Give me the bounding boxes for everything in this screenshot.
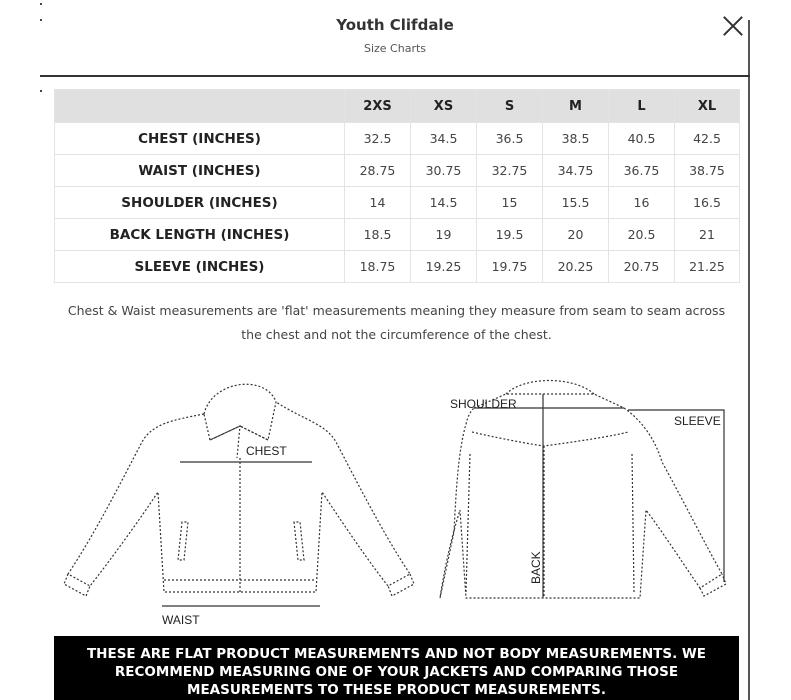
table-row [55,187,740,219]
note-line: Chest & Waist measurements are 'flat' measurements meaning they measure from seam to seam across [67,303,726,318]
column-header: L [609,90,675,123]
table-cell: 20.25 [543,251,609,283]
table-cell: 16 [609,187,675,219]
modal-header [40,0,750,76]
column-header: XL [675,90,740,123]
table-cell: 20 [543,219,609,251]
table-cell: 18.75 [345,251,411,283]
table-cell: 19.25 [411,251,477,283]
header-divider [40,75,750,77]
table-cell: 19.5 [477,219,543,251]
modal-title: Youth Clifdale [336,16,454,34]
modal-right-edge [748,20,750,700]
table-row [55,219,740,251]
table-cell: 30.75 [411,155,477,187]
table-cell: 16.5 [675,187,740,219]
table-cell: 15.5 [543,187,609,219]
table-cell: 40.5 [609,123,675,155]
table-row [55,123,740,155]
shoulder-label: SHOULDER [450,397,517,411]
modal-subtitle: Size Charts [363,42,427,55]
disclaimer-banner [54,636,739,700]
measurement-note [54,299,739,347]
table-cell: 34.75 [543,155,609,187]
waist-label: WAIST [162,613,200,627]
corner-mark [40,90,42,92]
table-cell: 20.5 [609,219,675,251]
column-header: 2XS [345,90,411,123]
table-header-blank [55,90,345,123]
table-cell: 34.5 [411,123,477,155]
table-row [55,155,740,187]
table-header-row [55,90,740,123]
waist-measure-line [162,606,320,627]
table-cell: 14 [345,187,411,219]
table-cell: 18.5 [345,219,411,251]
row-label: CHEST (INCHES) [55,123,345,155]
banner-line: MEASUREMENTS TO THESE PRODUCT MEASUREMENTS. [187,682,606,698]
row-label: SLEEVE (INCHES) [55,251,345,283]
table-cell: 21.25 [675,251,740,283]
table-cell: 28.75 [345,155,411,187]
sleeve-label: SLEEVE [674,414,721,428]
row-label: SHOULDER (INCHES) [55,187,345,219]
chest-measure-line [180,444,312,462]
table-cell: 36.75 [609,155,675,187]
back-label: BACK [529,551,543,584]
row-label: WAIST (INCHES) [55,155,345,187]
table-cell: 32.75 [477,155,543,187]
note-line: the chest and not the circumference of the chest. [241,327,552,342]
row-label: BACK LENGTH (INCHES) [55,219,345,251]
column-header: S [477,90,543,123]
table-cell: 38.75 [675,155,740,187]
chest-label: CHEST [246,444,287,458]
table-cell: 32.5 [345,123,411,155]
table-cell: 14.5 [411,187,477,219]
table-cell: 15 [477,187,543,219]
close-icon[interactable] [722,15,744,37]
front-jacket-illustration [64,384,414,596]
table-cell: 21 [675,219,740,251]
column-header: M [543,90,609,123]
table-cell: 20.75 [609,251,675,283]
back-length-measure-line [529,394,543,598]
table-cell: 19 [411,219,477,251]
jacket-diagram [54,362,739,632]
table-cell: 36.5 [477,123,543,155]
table-row [55,251,740,283]
shoulder-measure-line [450,397,624,411]
banner-line: RECOMMEND MEASURING ONE OF YOUR JACKETS AND COMPARING THOSE [114,664,679,680]
table-cell: 19.75 [477,251,543,283]
column-header: XS [411,90,477,123]
banner-line: THESE ARE FLAT PRODUCT MEASUREMENTS AND NOT BODY MEASUREMENTS. WE [86,646,707,662]
table-cell: 38.5 [543,123,609,155]
table-cell: 42.5 [675,123,740,155]
size-chart-table [54,89,740,283]
